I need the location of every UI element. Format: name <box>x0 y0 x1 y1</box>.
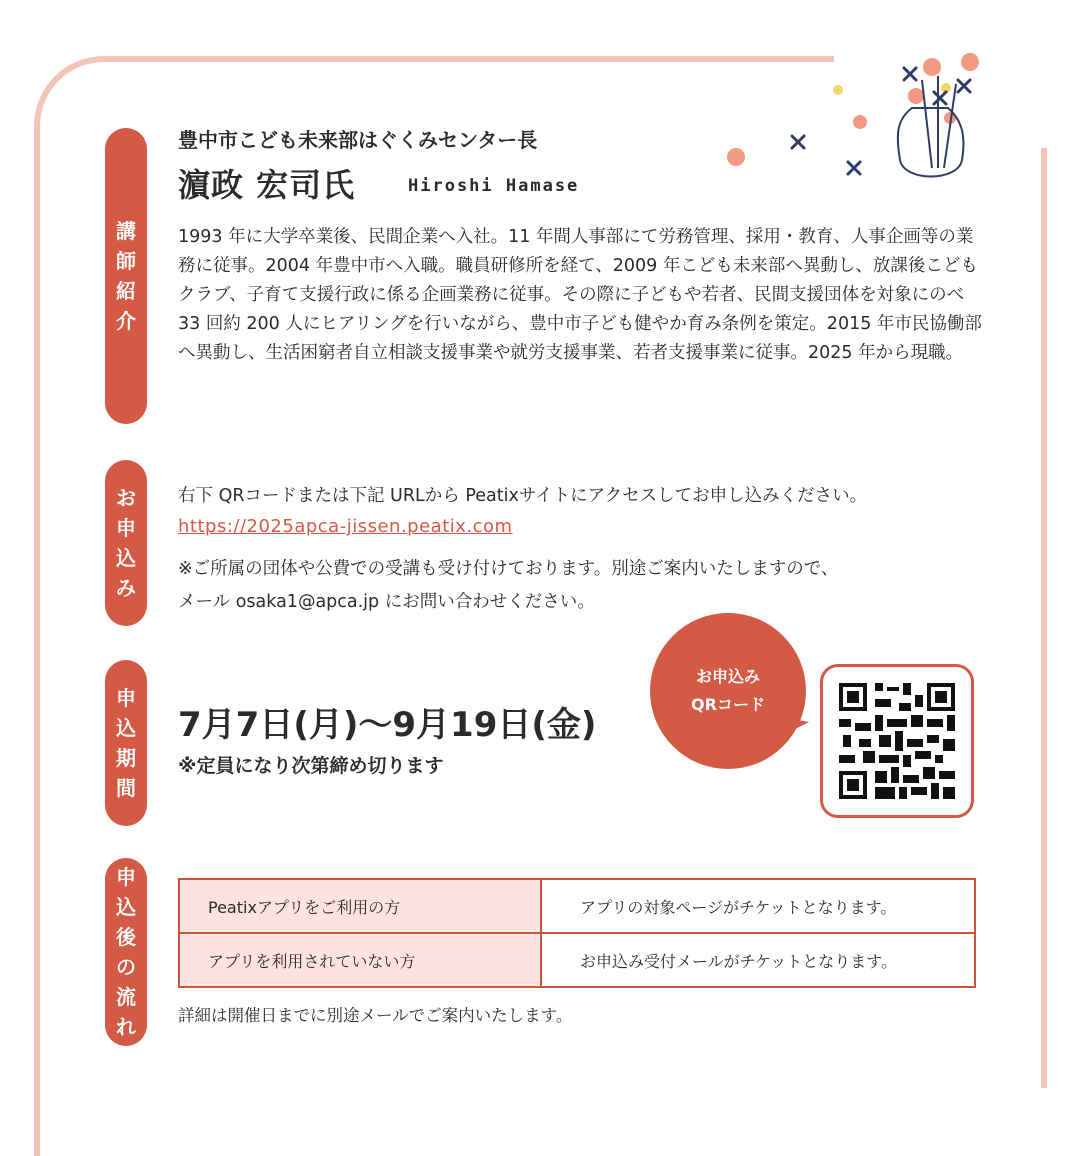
qr-code[interactable] <box>820 664 974 818</box>
flow-table <box>178 878 976 988</box>
qr-code-icon <box>839 683 955 799</box>
application-instruction: 右下 QRコードまたは下記 URLから Peatixサイトにアクセスしてお申し込みください。 <box>178 486 868 506</box>
flow-note: 詳細は開催日までに別途メールでご案内いたします。 <box>178 1006 573 1025</box>
application-period-dates: 7月7日(月)～9月19日(金) <box>178 705 597 745</box>
label-flow: 申 込 後 の 流 れ <box>105 858 147 1046</box>
label-application: お 申 込 み <box>105 460 147 626</box>
application-period-note: ※定員になり次第締め切ります <box>178 755 444 777</box>
flow-who: アプリを利用されていない方 <box>179 933 541 987</box>
flow-who: Peatixアプリをご利用の方 <box>179 879 541 933</box>
instructor-bio: 1993 年に大学卒業後、民間企業へ入社。11 年間人事部にて労務管理、採用・教育、人事企画等の業務に従事。2004 年豊中市へ入職。職員研修所を経て、2009 年こども未来部へ異動し、放課後こどもクラブ、子育て支援行政に係る企画業務に従事。その際に子どもや若者、民間支援団体を対象にのべ 33 回約 200 人にヒアリングを行いながら、豊中市子ども健やか育み条例を策定。2015 年市民協働部へ異動し、生活困窮者自立相談支援事業や就労支援事業、若者支援事業に従事。2025 年から現職。 <box>178 227 982 363</box>
instructor-title: 豊中市こども未来部はぐくみセンター長 <box>178 128 538 152</box>
page-frame-right <box>1041 148 1047 1088</box>
flower-vase-illustration <box>700 40 1000 200</box>
label-period: 申 込 期 間 <box>105 660 147 826</box>
table-row <box>179 933 975 987</box>
flow-ticket: アプリの対象ページがチケットとなります。 <box>541 879 975 933</box>
instructor-name-en: Hiroshi Hamase <box>408 176 580 196</box>
application-url-link[interactable]: https://2025apca-jissen.peatix.com <box>178 516 513 537</box>
qr-speech-bubble: お申込み QRコード <box>650 613 806 769</box>
application-note: ※ご所属の団体や公費での受講も受け付けております。別途ご案内いたしますので、 メール osaka1@apca.jp にお問い合わせください。 <box>178 559 839 612</box>
table-row <box>179 879 975 933</box>
flow-ticket: お申込み受付メールがチケットとなります。 <box>541 933 975 987</box>
label-instructor: 講 師 紹 介 <box>105 128 147 424</box>
instructor-name: 濵政 宏司氏 <box>178 166 356 204</box>
